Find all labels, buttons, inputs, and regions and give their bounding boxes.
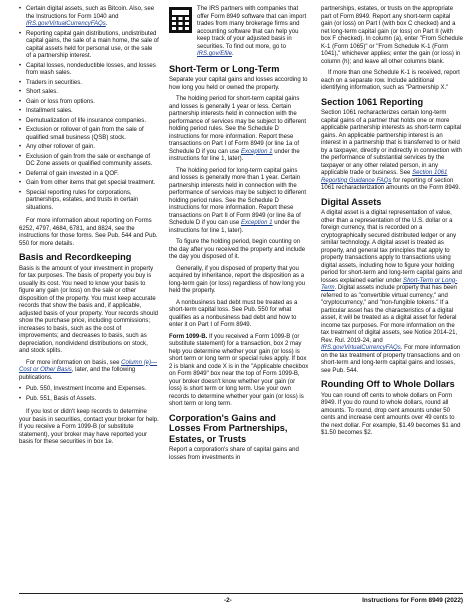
bullet-item: • Certain digital assets, such as Bitcoin. Also, see the Instructions for Form 1040 and IRS.gov/VirtualCurrencyFAQs. xyxy=(19,6,159,29)
paragraph-nonbusiness-debt: A nonbusiness bad debt must be treated as a short-term capital loss. See Pub. 550 for what qualifies as a nonbusiness bad debt and how to enter it on Part I of Form 8949. xyxy=(169,299,298,328)
paragraph-form-1099b: Form 1099-B. If you received a Form 1099-B (or substitute statement) for a transaction, box 2 may help you determine whether your gain (or loss) is short term or long term or special rules apply. If box 2 is blank and code X is in the "Applicable checkbox on Form 8949" box near the top of Form 1099-B, your broker doesn't know whether your gain (or loss) is short term or long term. Use your own records to determine whether your gain (or loss) is short term or long term. xyxy=(169,333,309,407)
paragraph-more-info: For more information about reporting on Forms 6252, 4797, 4684, 6781, and 8824, see the instructions for those forms. See Pub. 544 and Pub. 550 for more details. xyxy=(19,218,158,247)
bullet-item: • Installment sales. xyxy=(19,108,159,116)
bullet-item: • Reporting capital gain distributions, undistributed capital gains, the sale of a main home, the sale of capital assets held for personal use, or the sale of a partnership interest. xyxy=(19,31,159,61)
heading-digital-assets: Digital Assets xyxy=(321,196,382,207)
footer-title: Instructions for Form 8949 (2022) xyxy=(362,597,463,604)
exception-1-link[interactable]: Exception 1 xyxy=(240,220,273,226)
virtual-currency-faqs-link[interactable]: IRS.gov/VirtualCurrencyFAQs xyxy=(321,345,401,351)
virtual-currency-faqs-link[interactable]: IRS.gov/VirtualCurrencyFAQs xyxy=(26,21,106,27)
heading-section-1061: Section 1061 Reporting xyxy=(321,96,424,107)
bullet-item: • Traders in securities. xyxy=(19,80,159,88)
column-2 xyxy=(169,6,309,466)
section-1061-faqs-link[interactable]: Section 1061 Reporting Guidance FAQs xyxy=(321,170,448,184)
bullet-item: • Pub. 551, Basis of Assets. xyxy=(19,396,159,404)
paragraph-partnerships: partnerships, estates, or trusts on the appropriate part of Form 8949. Report any short-term capital gain (or loss) on Part I (with box C checked) and a net long-term capital gain (or loss) on Part II (with box F checked). In column (a), enter "From Schedule K-1 (Form 1065)" or "From Schedule K-1 (Form 1041)," whichever applies; enter the gain (or loss) in column (h); and leave all other columns blank. xyxy=(321,6,463,65)
heading-basis-recordkeeping: Basis and Recordkeeping xyxy=(19,252,132,262)
paragraph-short-term: The holding period for short-term capital gains and losses is generally 1 year or less. Certain partnership interests held in connection with the performance of services may be subject to different holding period rules. See the Schedule D instructions for more information. Report these transactions on Part I of Form 8949 (or line 1a of Schedule D if you can use Exception 1 under the instructions for line 1, later). xyxy=(169,96,307,162)
paragraph-multiple-k1: If more than one Schedule K-1 is received, report each on a separate row. Include additional identifying information, such as "Partnership X." xyxy=(321,70,460,91)
paragraph-lost-records: If you lost or didn't keep records to determine your basis in securities, contact your broker for help. If you receive a Form 1099-B (or substitute statement), your broker may have reported your basis for these securities in box 1e. xyxy=(19,409,159,445)
short-long-term-link[interactable]: Short-Term or Long-Term xyxy=(321,277,458,291)
exception-1-link[interactable]: Exception 1 xyxy=(240,148,273,155)
bullet-item: • Exclusion or rollover of gain from the sale of qualified small business (QSB) stock. xyxy=(19,127,159,142)
heading-rounding: Rounding Off to Whole Dollars xyxy=(321,379,455,389)
bullet-item: • Exclusion of gain from the sale or exchange of DC Zone assets or qualified community assets. xyxy=(19,154,159,169)
heading-corporation-gains: Corporation's Gains and Losses From Partnerships, Estates, or Trusts xyxy=(169,412,288,444)
cost-basis-link[interactable]: Column (e)—Cost or Other Basis xyxy=(19,359,158,373)
efile-notice xyxy=(169,6,309,59)
bullet-item: • Special reporting rules for corporations, partnerships, estates, and trusts in certain situations. xyxy=(19,190,159,213)
bullet-item: • Capital losses, nondeductible losses, and losses from wash sales. xyxy=(19,63,159,78)
column-3 xyxy=(321,6,463,442)
paragraph-section-1061: Section 1061 recharacterizes certain long-term capital gains of a partner that holds one or more applicable partnership interests as short-term capital gains. An applicable partnership interest is an interest in a partnership that is transferred to or held by a taxpayer, directly or indirectly in connection with the performance of substantial services by the taxpayer or any other related person, in any applicable trade or business. See Section 1061 Reporting Guidance FAQs for reporting of section 1061 recharacterization amounts on the Form 8949. xyxy=(321,110,462,191)
document-page xyxy=(19,6,463,586)
efile-notice-text: The IRS partners with companies that offer Form 8949 software that can import trades from many brokerage firms and accounting software that can help you keep track of your adjusted basis in securities. To find out more, go to IRS.gov/Efile. xyxy=(197,6,307,57)
bullet-item: • Deferral of gain invested in a QOF. xyxy=(19,171,159,179)
paragraph-basis-info: For more information on basis, see Column (e)—Cost or Other Basis, later, and the following publications. xyxy=(19,359,158,381)
bullet-item: • Gain from other items that get special treatment. xyxy=(19,180,159,188)
bullet-item: • Short sales. xyxy=(19,89,159,97)
paragraph-rounding: You can round off cents to whole dollars on Form 8949. If you do round to whole dollars, round all amounts. To round, drop cent amounts under 50 cents and increase cent amounts over 49 cents to the next dollar. For example, $1.49 becomes $1 and $1.50 becomes $2. xyxy=(321,392,461,436)
heading-short-long-term: Short-Term or Long-Term xyxy=(169,63,280,74)
paragraph-digital-assets: A digital asset is a digital representation of value, other than a representation of the U.S. dollar or a foreign currency, that is recorded on a cryptographically secured distributed ledger or any similar technology. A digital asset is treated as property, and general tax principles that apply to property transactions apply to transactions using digital assets, including how to figure your holding period for short-term and long-term capital gains and losses explained earlier under Short-Term or Long-Term. Digital assets include property that has been referred to as "convertible virtual currency," and "cryptocurrency," and "non-fungible tokens." If a particular asset has the characteristics of a digital asset, it will be treated as a digital asset for federal income tax purposes. For more information on the tax treatment of digital assets, see Notice 2014-21, Rev. Rul. 2019-24, and IRS.gov/VirtualCurrencyFAQs. For more information on the tax treatment of property transactions and on short-term and long-term capital gains and losses, see Pub. 544. xyxy=(321,210,462,374)
page-number: -2- xyxy=(224,597,232,604)
paragraph-basis: Basis is the amount of your investment in property for tax purposes. The basis of property you buy is usually its cost. You need to know your basis to figure any gain (or loss) on the sale or other disposition of the property. You must keep accurate records that show the basis and, if applicable, adjusted basis of your property. Your records should show the purchase price, including commissions; increases to basis, such as the cost of improvements; and decreases to basis, such as depreciation, nondividend distributions on stock, and stock splits. xyxy=(19,265,159,354)
page-footer xyxy=(19,593,463,606)
bullet-item: • Any other rollover of gain. xyxy=(19,144,159,152)
phone-icon xyxy=(169,7,192,33)
bullet-item: • Gain or loss from options. xyxy=(19,99,159,107)
paragraph-holding-period: To figure the holding period, begin counting on the day after you received the property and include the day you disposed of it. xyxy=(169,239,306,260)
bullet-item: • Pub. 550, Investment Income and Expenses. xyxy=(19,386,159,394)
paragraph-inheritance: Generally, if you disposed of property that you acquired by inheritance, report the disposition as a long-term gain (or loss) regardless of how long you held the property. xyxy=(169,265,306,294)
paragraph-separate: Separate your capital gains and losses according to how long you held or owned the property. xyxy=(169,77,308,91)
paragraph-long-term: The holding period for long-term capital gains and losses is generally more than 1 year. Certain partnership interests held in connection with the performance of services may be subject to different holding period rules. See the Schedule D instructions for more information. Report these transactions on Part II of Form 8949 (or line 8a of Schedule D if you can use Exception 1 under the instructions for line 1, later). xyxy=(169,167,307,234)
paragraph-corporation: Report a corporation's share of capital gains and losses from investments in xyxy=(169,447,299,461)
column-1 xyxy=(19,6,159,451)
efile-link[interactable]: IRS.gov/Efile xyxy=(197,51,232,57)
bullet-item: • Demutualization of life insurance companies. xyxy=(19,118,159,126)
